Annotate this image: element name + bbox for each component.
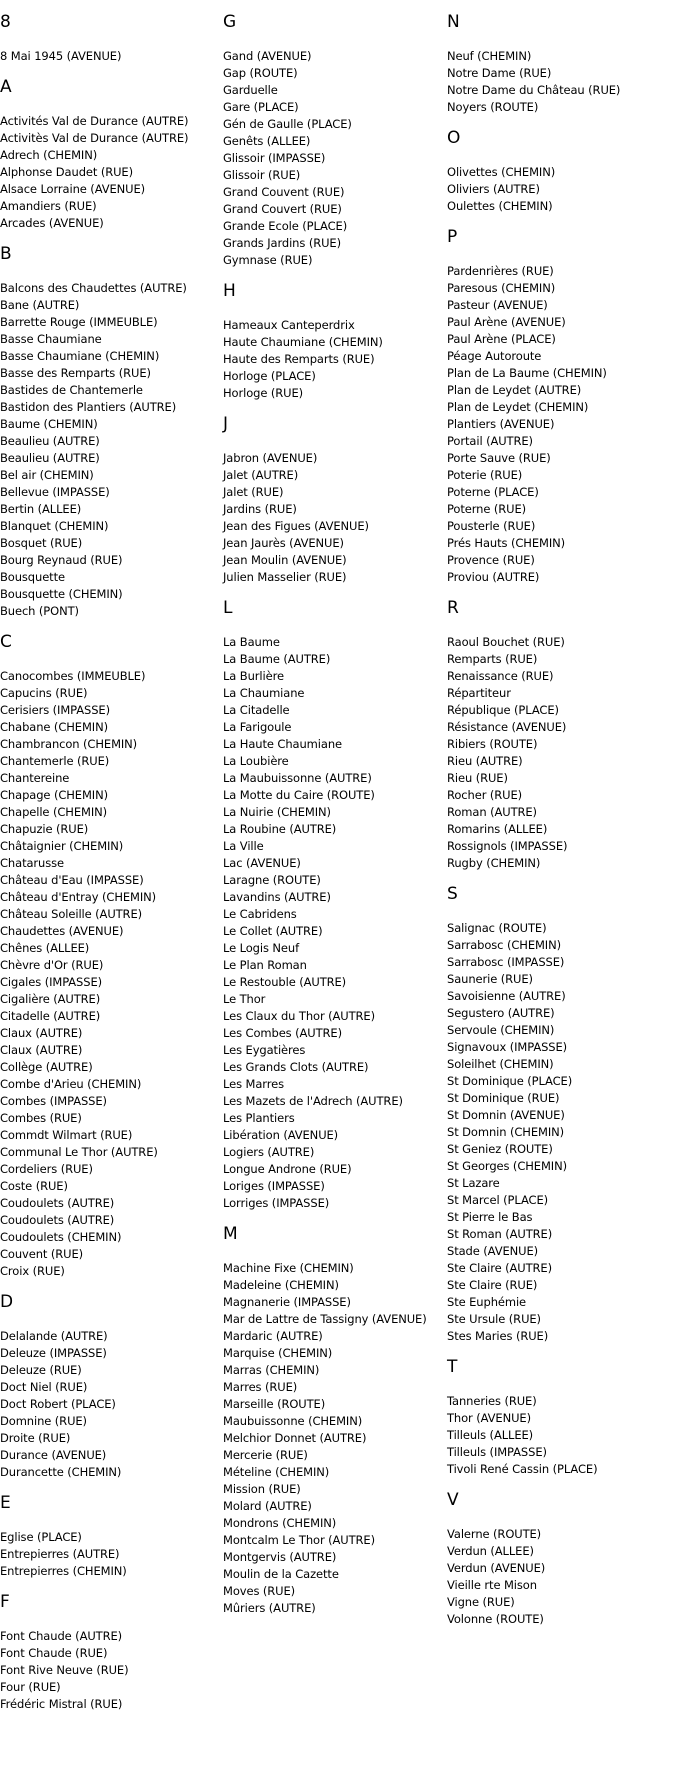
street-item: Segustero (AUTRE) [447, 1006, 555, 1020]
column-3 [447, 0, 675, 1628]
section-letter: B [0, 244, 12, 264]
street-item: Plantiers (AVENUE) [447, 417, 555, 431]
street-item: La Citadelle [223, 703, 290, 717]
street-item: Chabane (CHEMIN) [0, 720, 108, 734]
street-item: Croix (RUE) [0, 1264, 65, 1278]
street-item: Renaissance (RUE) [447, 669, 554, 683]
street-item: Rieu (AUTRE) [447, 754, 523, 768]
street-item: Olivettes (CHEMIN) [447, 165, 556, 179]
street-item: Savoisienne (AUTRE) [447, 989, 566, 1003]
street-item: St Lazare [447, 1176, 500, 1190]
street-item: Plan de Leydet (CHEMIN) [447, 400, 589, 414]
street-item: Servoule (CHEMIN) [447, 1023, 555, 1037]
street-item: Chaudettes (AVENUE) [0, 924, 124, 938]
section-letter: M [223, 1224, 238, 1244]
street-item: Mar de Lattre de Tassigny (AVENUE) [223, 1312, 427, 1326]
street-item: Plan de Leydet (AUTRE) [447, 383, 582, 397]
street-item: Les Claux du Thor (AUTRE) [223, 1009, 375, 1023]
section-letter: L [223, 598, 233, 618]
street-item: Ste Euphémie [447, 1295, 527, 1309]
street-item: Marquise (CHEMIN) [223, 1346, 333, 1360]
street-item: St Georges (CHEMIN) [447, 1159, 567, 1173]
street-item: Gare (PLACE) [223, 100, 299, 114]
street-item: Ste Claire (RUE) [447, 1278, 538, 1292]
street-item: Cordeliers (RUE) [0, 1162, 93, 1176]
street-item: Le Restouble (AUTRE) [223, 975, 347, 989]
section-p [447, 227, 675, 586]
street-item: Chantereine [0, 771, 70, 785]
section-a [0, 77, 222, 232]
street-item: Neuf (CHEMIN) [447, 49, 532, 63]
street-item: Salignac (ROUTE) [447, 921, 547, 935]
street-item: Canocombes (IMMEUBLE) [0, 669, 146, 683]
section-t [447, 1357, 675, 1478]
street-item: Capucins (RUE) [0, 686, 88, 700]
street-item: Basse des Remparts (RUE) [0, 366, 151, 380]
street-item: Deleuze (IMPASSE) [0, 1346, 107, 1360]
street-item: St Dominique (RUE) [447, 1091, 560, 1105]
street-item: Longue Androne (RUE) [223, 1162, 352, 1176]
section-n [447, 12, 675, 116]
street-item: Entrepierres (AUTRE) [0, 1547, 120, 1561]
street-item: St Marcel (PLACE) [447, 1193, 548, 1207]
street-item: La Baume (AUTRE) [223, 652, 331, 666]
street-item: Blanquet (CHEMIN) [0, 519, 109, 533]
street-item: Cerisiers (IMPASSE) [0, 703, 110, 717]
street-item: Proviou (AUTRE) [447, 570, 540, 584]
street-item: Ste Claire (AUTRE) [447, 1261, 552, 1275]
street-item: Bellevue (IMPASSE) [0, 485, 110, 499]
street-item: Gymnase (RUE) [223, 253, 313, 267]
street-item: Portail (AUTRE) [447, 434, 533, 448]
section-letter: D [0, 1292, 14, 1312]
street-item: Les Combes (AUTRE) [223, 1026, 342, 1040]
street-item: La Motte du Caire (ROUTE) [223, 788, 375, 802]
street-item: Loriges (IMPASSE) [223, 1179, 325, 1193]
street-item: Bertin (ALLEE) [0, 502, 82, 516]
section-letter: O [447, 128, 461, 148]
section-letter: P [447, 227, 458, 247]
street-item: Chatarusse [0, 856, 64, 870]
section-letter: C [0, 632, 12, 652]
section-v [447, 1490, 675, 1628]
section-letter: F [0, 1592, 10, 1612]
section-m [223, 1224, 445, 1617]
street-item: Mission (RUE) [223, 1482, 301, 1496]
street-item: Les Marres [223, 1077, 284, 1091]
street-item: Bousquette [0, 570, 65, 584]
street-item: Bosquet (RUE) [0, 536, 83, 550]
street-item: Bane (AUTRE) [0, 298, 80, 312]
street-item: Pasteur (AVENUE) [447, 298, 548, 312]
street-item: Claux (AUTRE) [0, 1043, 83, 1057]
street-item: La Ville [223, 839, 264, 853]
section-letter: R [447, 598, 459, 618]
street-item: Provence (RUE) [447, 553, 535, 567]
section-g [223, 12, 445, 269]
section-letter: T [447, 1357, 458, 1377]
street-item: Beaulieu (AUTRE) [0, 434, 100, 448]
street-item: Doct Robert (PLACE) [0, 1397, 116, 1411]
street-item: Molard (AUTRE) [223, 1499, 312, 1513]
street-item: Mercerie (RUE) [223, 1448, 308, 1462]
street-item: Doct Niel (RUE) [0, 1380, 88, 1394]
section-c [0, 632, 222, 1280]
street-item: Volonne (ROUTE) [447, 1612, 544, 1626]
street-item: Les Mazets de l'Adrech (AUTRE) [223, 1094, 403, 1108]
street-item: Genêts (ALLEE) [223, 134, 311, 148]
street-item: Vieille rte Mison [447, 1578, 537, 1592]
street-item: Alphonse Daudet (RUE) [0, 165, 133, 179]
street-item: Glissoir (RUE) [223, 168, 301, 182]
section-letter: G [223, 12, 237, 32]
street-item: Porte Sauve (RUE) [447, 451, 551, 465]
street-item: Bousquette (CHEMIN) [0, 587, 123, 601]
street-item: Chantemerle (RUE) [0, 754, 110, 768]
street-item: Romarins (ALLEE) [447, 822, 548, 836]
street-item: Collège (AUTRE) [0, 1060, 93, 1074]
street-item: Vigne (RUE) [447, 1595, 515, 1609]
street-item: Commdt Wilmart (RUE) [0, 1128, 133, 1142]
street-item: Rugby (CHEMIN) [447, 856, 541, 870]
street-item: Basse Chaumiane [0, 332, 102, 346]
section-letter: A [0, 77, 12, 97]
street-item: Rossignols (IMPASSE) [447, 839, 568, 853]
street-item: Jalet (RUE) [223, 485, 284, 499]
street-item: Libération (AVENUE) [223, 1128, 339, 1142]
section-letter: J [223, 414, 229, 434]
street-item: Chapelle (CHEMIN) [0, 805, 107, 819]
street-item: Baume (CHEMIN) [0, 417, 98, 431]
section-h [223, 281, 445, 402]
street-item: Château d'Entray (CHEMIN) [0, 890, 157, 904]
street-item: République (PLACE) [447, 703, 559, 717]
street-item: Rocher (RUE) [447, 788, 523, 802]
street-item: Citadelle (AUTRE) [0, 1009, 101, 1023]
street-item: Oulettes (CHEMIN) [447, 199, 553, 213]
street-item: Amandiers (RUE) [0, 199, 97, 213]
street-item: Four (RUE) [0, 1680, 61, 1694]
street-item: Droite (RUE) [0, 1431, 71, 1445]
street-item: Paresous (CHEMIN) [447, 281, 556, 295]
street-item: La Maubuissonne (AUTRE) [223, 771, 372, 785]
street-item: Plan de La Baume (CHEMIN) [447, 366, 607, 380]
street-item: Mardaric (AUTRE) [223, 1329, 323, 1343]
street-item: Les Eygatières [223, 1043, 306, 1057]
street-item: La Farigoule [223, 720, 292, 734]
street-item: Basse Chaumiane (CHEMIN) [0, 349, 160, 363]
street-item: Montgervis (AUTRE) [223, 1550, 337, 1564]
street-item: Julien Masselier (RUE) [223, 570, 347, 584]
street-item: Ribiers (ROUTE) [447, 737, 538, 751]
street-item: Chapage (CHEMIN) [0, 788, 108, 802]
street-item: Les Plantiers [223, 1111, 295, 1125]
street-item: Grands Jardins (RUE) [223, 236, 341, 250]
street-item: Mûriers (AUTRE) [223, 1601, 316, 1615]
street-item: Jean Moulin (AVENUE) [223, 553, 347, 567]
street-item: Madeleine (CHEMIN) [223, 1278, 339, 1292]
section-letter: 8 [0, 12, 11, 32]
street-item: Répartiteur [447, 686, 511, 700]
column-1 [0, 0, 222, 1713]
street-item: Arcades (AVENUE) [0, 216, 104, 230]
section-b [0, 244, 222, 620]
street-item: Moves (RUE) [223, 1584, 296, 1598]
section-letter: V [447, 1490, 459, 1510]
street-item: Activitès Val de Durance (AUTRE) [0, 131, 189, 145]
section-letter: S [447, 884, 458, 904]
street-item: Durancette (CHEMIN) [0, 1465, 122, 1479]
section-letter: H [223, 281, 236, 301]
street-item: Glissoir (IMPASSE) [223, 151, 326, 165]
street-item: Activités Val de Durance (AUTRE) [0, 114, 189, 128]
street-item: Verdun (AVENUE) [447, 1561, 546, 1575]
street-item: Stade (AVENUE) [447, 1244, 539, 1258]
street-item: Jalet (AUTRE) [223, 468, 299, 482]
section-letter: E [0, 1493, 11, 1513]
street-item: Poterie (RUE) [447, 468, 523, 482]
street-item: Mondrons (CHEMIN) [223, 1516, 337, 1530]
street-item: Tivoli René Cassin (PLACE) [447, 1462, 598, 1476]
street-item: Saunerie (RUE) [447, 972, 533, 986]
section-l [223, 598, 445, 1212]
street-item: Sarrabosc (IMPASSE) [447, 955, 565, 969]
street-item: Claux (AUTRE) [0, 1026, 83, 1040]
street-item: La Baume [223, 635, 280, 649]
street-item: Logiers (AUTRE) [223, 1145, 315, 1159]
street-item: Roman (AUTRE) [447, 805, 537, 819]
street-item: Mételine (CHEMIN) [223, 1465, 330, 1479]
street-item: Valerne (ROUTE) [447, 1527, 542, 1541]
street-item: Moulin de la Cazette [223, 1567, 339, 1581]
street-item: St Dominique (PLACE) [447, 1074, 573, 1088]
street-item: Verdun (ALLEE) [447, 1544, 534, 1558]
street-item: Grand Couvert (RUE) [223, 202, 342, 216]
street-item: Noyers (ROUTE) [447, 100, 539, 114]
column-2 [223, 0, 445, 1617]
street-item: Tanneries (RUE) [447, 1394, 537, 1408]
street-item: Coudoulets (AUTRE) [0, 1213, 115, 1227]
section-o [447, 128, 675, 215]
street-item: Maubuissonne (CHEMIN) [223, 1414, 363, 1428]
street-item: Font Chaude (AUTRE) [0, 1629, 123, 1643]
street-item: Chênes (ALLEE) [0, 941, 90, 955]
street-item: La Haute Chaumiane [223, 737, 342, 751]
street-item: Entrepierres (CHEMIN) [0, 1564, 127, 1578]
street-item: Le Logis Neuf [223, 941, 300, 955]
street-item: Marres (RUE) [223, 1380, 298, 1394]
street-item: Gén de Gaulle (PLACE) [223, 117, 352, 131]
street-item: Garduelle [223, 83, 278, 97]
street-item: Paul Arène (PLACE) [447, 332, 556, 346]
street-item: Tilleuls (IMPASSE) [447, 1445, 547, 1459]
street-item: Cigales (IMPASSE) [0, 975, 103, 989]
street-item: Cigalière (AUTRE) [0, 992, 101, 1006]
street-item: Chèvre d'Or (RUE) [0, 958, 104, 972]
street-item: Bastides de Chantemerle [0, 383, 143, 397]
street-item: Poterne (PLACE) [447, 485, 539, 499]
street-item: Grand Couvent (RUE) [223, 185, 345, 199]
street-item: Château Soleille (AUTRE) [0, 907, 143, 921]
street-item: Chambrancon (CHEMIN) [0, 737, 138, 751]
street-item: La Nuirie (CHEMIN) [223, 805, 331, 819]
street-item: Bourg Reynaud (RUE) [0, 553, 123, 567]
street-item: St Roman (AUTRE) [447, 1227, 553, 1241]
street-item: Jean Jaurès (AVENUE) [223, 536, 344, 550]
street-item: Signavoux (IMPASSE) [447, 1040, 568, 1054]
street-item: Lac (AVENUE) [223, 856, 301, 870]
street-item: Rieu (RUE) [447, 771, 508, 785]
street-item: Thor (AVENUE) [447, 1411, 531, 1425]
section-letter: N [447, 12, 460, 32]
street-item: Le Plan Roman [223, 958, 307, 972]
street-item: Prés Hauts (CHEMIN) [447, 536, 566, 550]
street-item: Coudoulets (CHEMIN) [0, 1230, 122, 1244]
street-item: Alsace Lorraine (AVENUE) [0, 182, 146, 196]
street-item: La Burlière [223, 669, 284, 683]
street-item: Gand (AVENUE) [223, 49, 312, 63]
street-item: Horloge (PLACE) [223, 369, 316, 383]
street-item: Bel air (CHEMIN) [0, 468, 94, 482]
street-item: Le Collet (AUTRE) [223, 924, 323, 938]
street-item: La Roubine (AUTRE) [223, 822, 337, 836]
street-item: La Loubière [223, 754, 289, 768]
street-item: Péage Autoroute [447, 349, 542, 363]
street-item: Hameaux Canteperdrix [223, 318, 355, 332]
street-item: Tilleuls (ALLEE) [447, 1428, 534, 1442]
street-item: Paul Arène (AVENUE) [447, 315, 566, 329]
street-item: Remparts (RUE) [447, 652, 538, 666]
street-item: St Domnin (AVENUE) [447, 1108, 565, 1122]
street-item: Poterne (RUE) [447, 502, 527, 516]
street-item: Marseille (ROUTE) [223, 1397, 326, 1411]
street-item: Notre Dame du Château (RUE) [447, 83, 621, 97]
street-item: Soleilhet (CHEMIN) [447, 1057, 554, 1071]
street-item: St Geniez (ROUTE) [447, 1142, 553, 1156]
street-item: Pardenrières (RUE) [447, 264, 554, 278]
street-item: St Domnin (CHEMIN) [447, 1125, 565, 1139]
section-f [0, 1592, 222, 1713]
section-s [447, 884, 675, 1345]
section-r [447, 598, 675, 872]
street-item: Font Rive Neuve (RUE) [0, 1663, 129, 1677]
street-item: Lavandins (AUTRE) [223, 890, 331, 904]
street-item: Ste Ursule (RUE) [447, 1312, 541, 1326]
street-item: Balcons des Chaudettes (AUTRE) [0, 281, 187, 295]
street-item: Barrette Rouge (IMMEUBLE) [0, 315, 158, 329]
street-item: Laragne (ROUTE) [223, 873, 321, 887]
street-item: Magnanerie (IMPASSE) [223, 1295, 351, 1309]
street-item: Communal Le Thor (AUTRE) [0, 1145, 158, 1159]
street-item: Gap (ROUTE) [223, 66, 298, 80]
street-item: Buech (PONT) [0, 604, 79, 618]
street-item: Horloge (RUE) [223, 386, 304, 400]
street-item: Notre Dame (RUE) [447, 66, 552, 80]
street-item: Château d'Eau (IMPASSE) [0, 873, 144, 887]
street-item: Coudoulets (AUTRE) [0, 1196, 115, 1210]
street-item: Grande Ecole (PLACE) [223, 219, 348, 233]
street-item: Font Chaude (RUE) [0, 1646, 108, 1660]
street-item: Sarrabosc (CHEMIN) [447, 938, 561, 952]
street-item: Châtaignier (CHEMIN) [0, 839, 124, 853]
section-8 [0, 12, 222, 65]
street-item: Stes Maries (RUE) [447, 1329, 549, 1343]
street-item: Jardins (RUE) [223, 502, 297, 516]
street-item: Marras (CHEMIN) [223, 1363, 320, 1377]
street-item: St Pierre le Bas [447, 1210, 533, 1224]
street-item: Pousterle (RUE) [447, 519, 536, 533]
street-item: Combes (RUE) [0, 1111, 82, 1125]
street-item: Adrech (CHEMIN) [0, 148, 98, 162]
street-item: Bastidon des Plantiers (AUTRE) [0, 400, 177, 414]
street-item: Lorriges (IMPASSE) [223, 1196, 330, 1210]
section-e [0, 1493, 222, 1580]
street-item: Combes (IMPASSE) [0, 1094, 107, 1108]
street-item: Delalande (AUTRE) [0, 1329, 108, 1343]
street-item: Deleuze (RUE) [0, 1363, 82, 1377]
street-item: Couvent (RUE) [0, 1247, 84, 1261]
street-item: La Chaumiane [223, 686, 305, 700]
street-item: Haute des Remparts (RUE) [223, 352, 375, 366]
street-item: Montcalm Le Thor (AUTRE) [223, 1533, 375, 1547]
street-item: Chapuzie (RUE) [0, 822, 89, 836]
street-item: Haute Chaumiane (CHEMIN) [223, 335, 383, 349]
street-item: Jabron (AVENUE) [223, 451, 318, 465]
street-item: Domnine (RUE) [0, 1414, 87, 1428]
street-item: Résistance (AVENUE) [447, 720, 567, 734]
street-item: Durance (AVENUE) [0, 1448, 107, 1462]
street-item: Le Cabridens [223, 907, 297, 921]
street-item: Coste (RUE) [0, 1179, 68, 1193]
street-item: Jean des Figues (AVENUE) [223, 519, 369, 533]
street-item: Melchior Donnet (AUTRE) [223, 1431, 367, 1445]
street-item: Le Thor [223, 992, 266, 1006]
street-item: Combe d'Arieu (CHEMIN) [0, 1077, 142, 1091]
street-item: 8 Mai 1945 (AVENUE) [0, 49, 122, 63]
street-item: Beaulieu (AUTRE) [0, 451, 100, 465]
section-d [0, 1292, 222, 1481]
street-item: Frédéric Mistral (RUE) [0, 1697, 123, 1711]
section-j [223, 414, 445, 586]
street-item: Raoul Bouchet (RUE) [447, 635, 565, 649]
street-item: Machine Fixe (CHEMIN) [223, 1261, 354, 1275]
street-item: Eglise (PLACE) [0, 1530, 82, 1544]
street-item: Les Grands Clots (AUTRE) [223, 1060, 369, 1074]
street-item: Oliviers (AUTRE) [447, 182, 540, 196]
